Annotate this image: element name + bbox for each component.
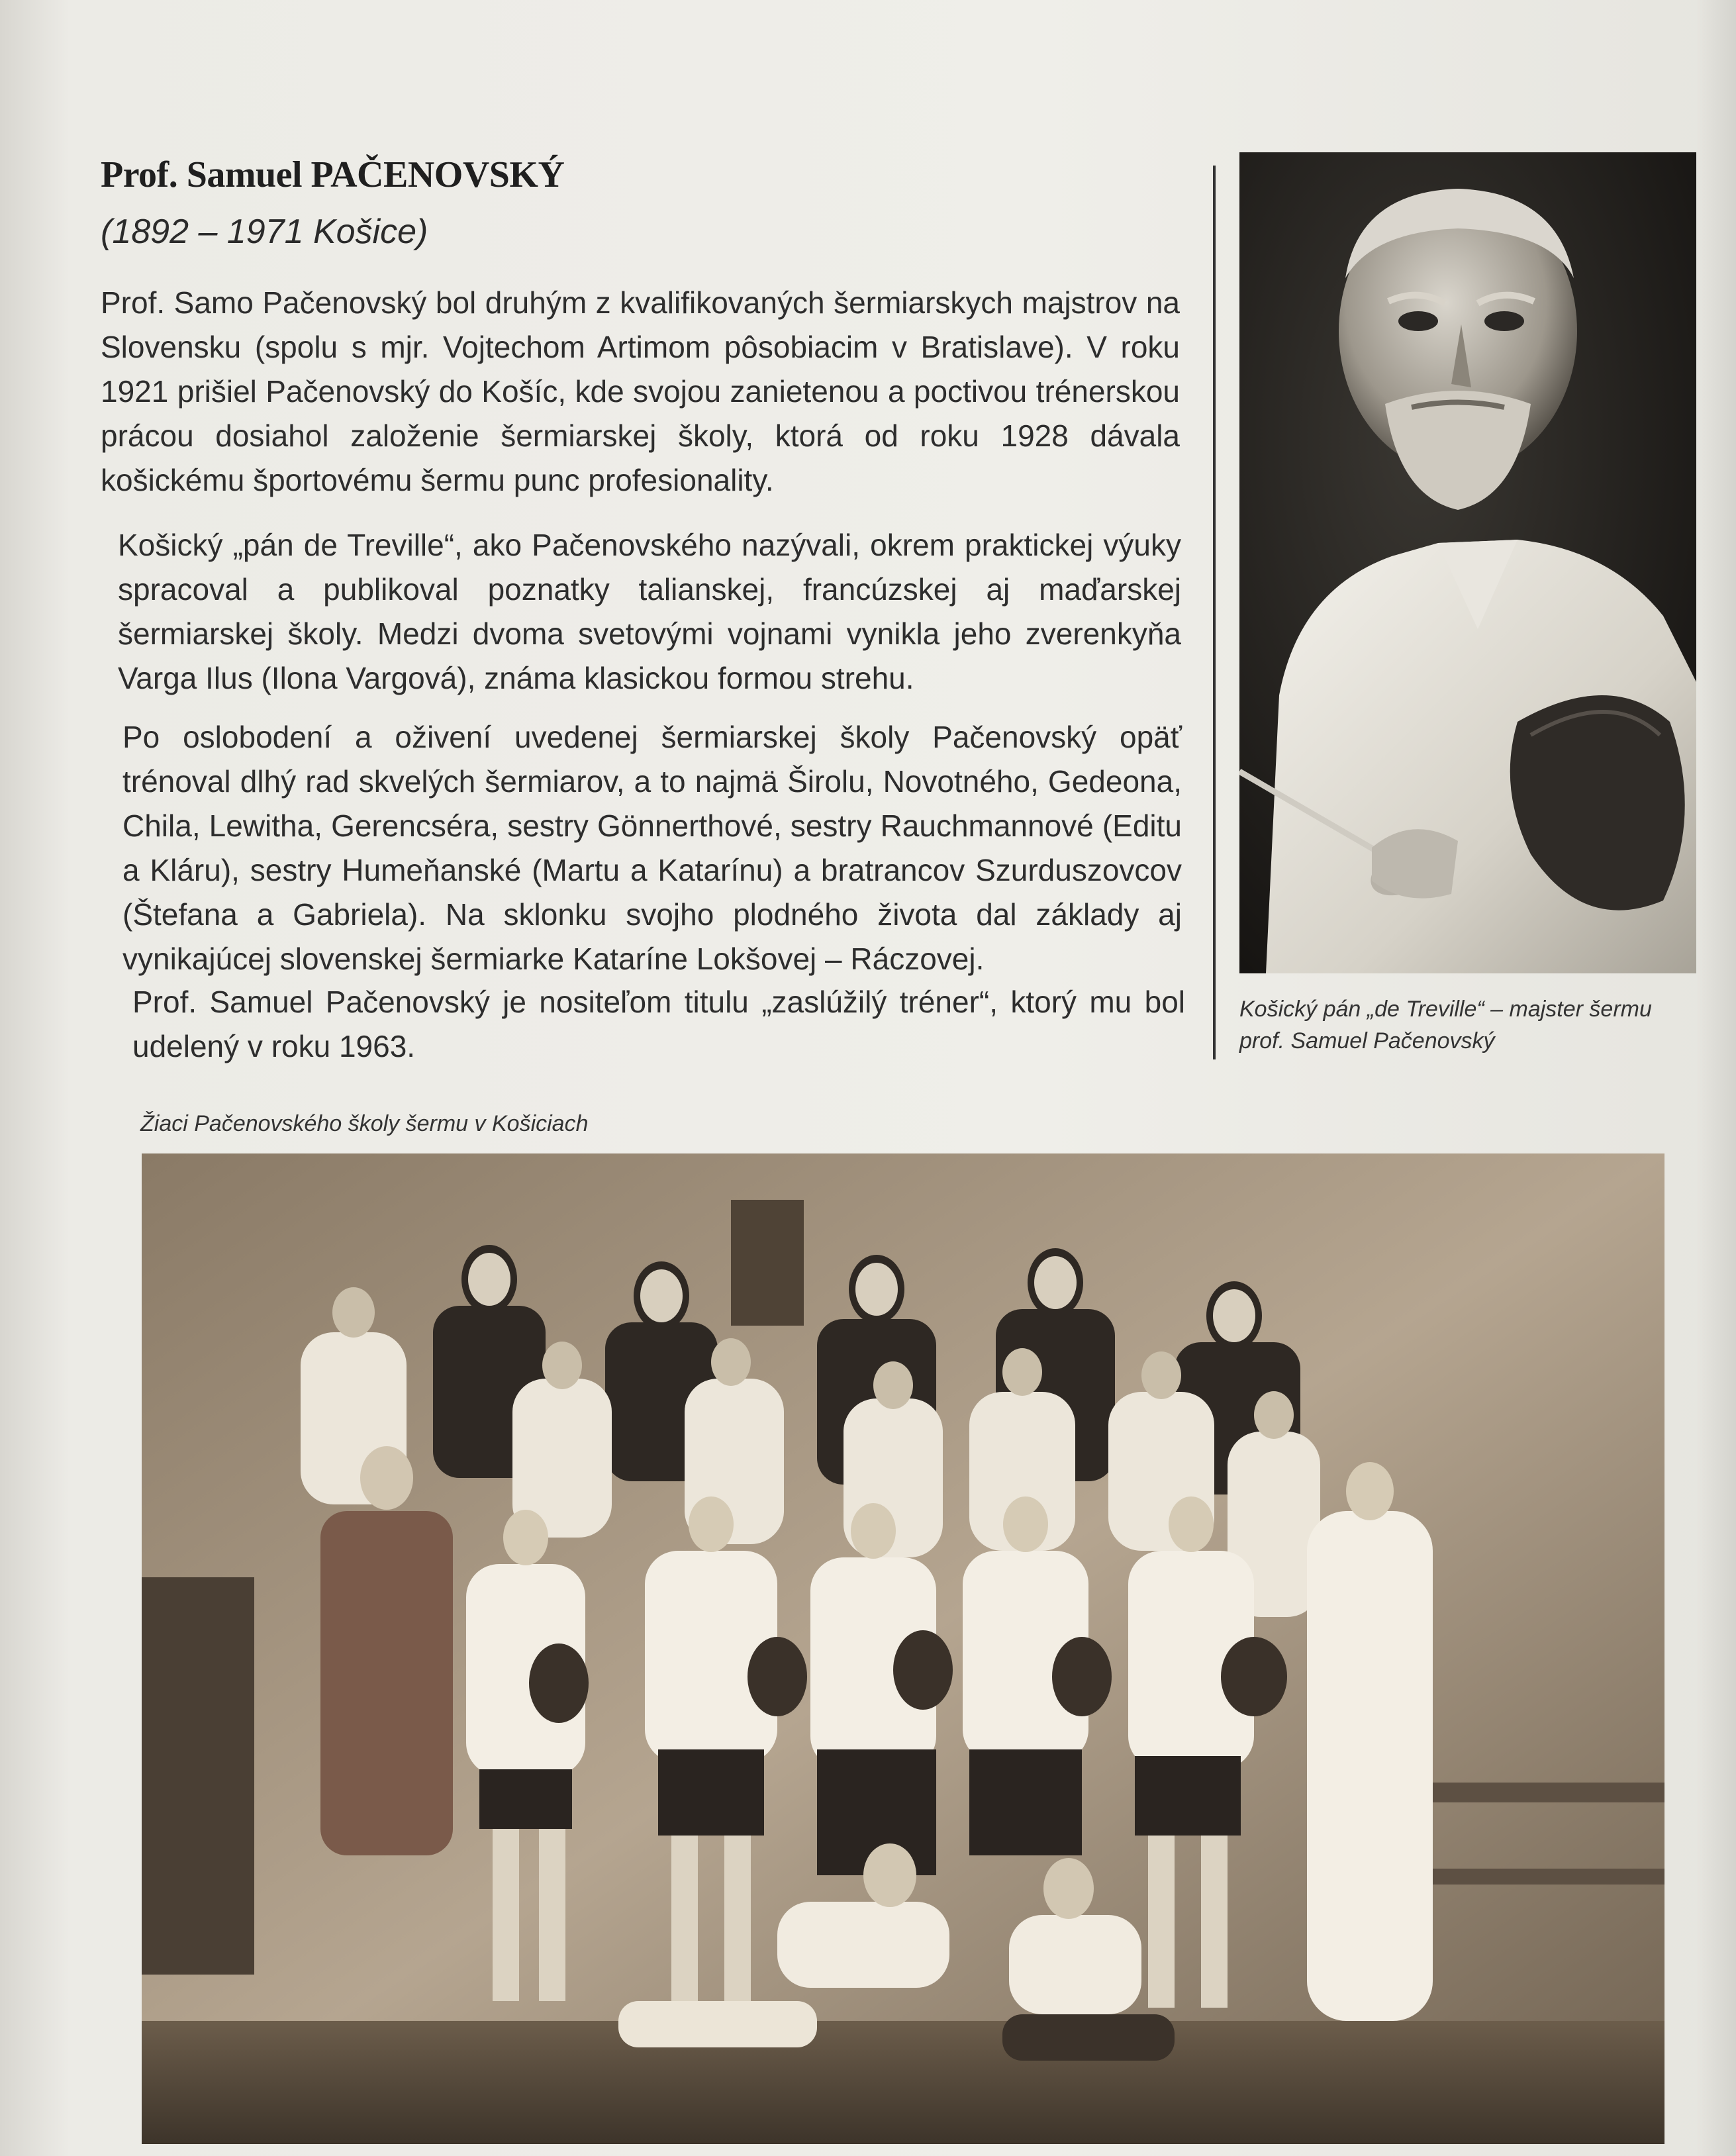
paragraph-2: Košický „pán de Treville“, ako Pačenovského nazývali, okrem praktickej výuky spracoval a publikoval poznatky talianskej, francúzskej aj maďarskej šermiarskej školy. Medzi dvoma svetovými vojnami vynikla jeho zverenkyňa Varga Ilus (Ilona Vargová), známa klasickou formou strehu. bbox=[118, 528, 1181, 695]
paragraph-1: Prof. Samo Pačenovský bol druhým z kvalifikovaných šermiarskych majstrov na Slovensku (spolu s mjr. Vojtechom Artimom pôsobiacim v Bratislave). V roku 1921 prišiel Pačenovský do Košíc, kde svojou zanietenou a poctivou trénerskou prácou dosiahol založenie šermiarskej školy, ktorá od roku 1928 dávala košickému športovému šermu punc profesionality. bbox=[101, 285, 1180, 497]
group-photo-caption: Žiaci Pačenovského školy šermu v Košiciach bbox=[140, 1111, 589, 1136]
portrait-photo bbox=[1239, 152, 1696, 973]
column-divider bbox=[1213, 166, 1216, 1059]
article-dates: (1892 – 1971 Košice) bbox=[101, 213, 428, 251]
group-photo bbox=[142, 1153, 1664, 2144]
portrait-illustration bbox=[1239, 152, 1696, 973]
article-title: Prof. Samuel PAČENOVSKÝ bbox=[101, 154, 565, 195]
group-photo-illustration bbox=[142, 1153, 1664, 2144]
paragraph-3: Po oslobodení a oživení uvedenej šermiarskej školy Pačenovský opäť trénoval dlhý rad skvelých šermiarov, a to najmä Širolu, Novotného, Gedeona, Chila, Lewitha, Gerencséra, sestry Gönnerthové, sestry Rauchmannové (Editu a Kláru), sestry Humeňanské (Martu a Katarínu) a bratrancov Szurduszovcov (Štefana a Gabriela). Na sklonku svojho plodného života dal základy aj vynikajúcej slovenskej šermiarke Kataríne Lokšovej – Ráczovej. bbox=[122, 720, 1182, 976]
portrait-caption: Košický pán „de Treville“ – majster šermu prof. Samuel Pačenovský bbox=[1239, 997, 1652, 1054]
paragraph-4: Prof. Samuel Pačenovský je nositeľom titulu „zaslúžilý tréner“, ktorý mu bol udelený v roku 1963. bbox=[132, 985, 1185, 1063]
page-edge-shadow bbox=[1696, 0, 1736, 2156]
